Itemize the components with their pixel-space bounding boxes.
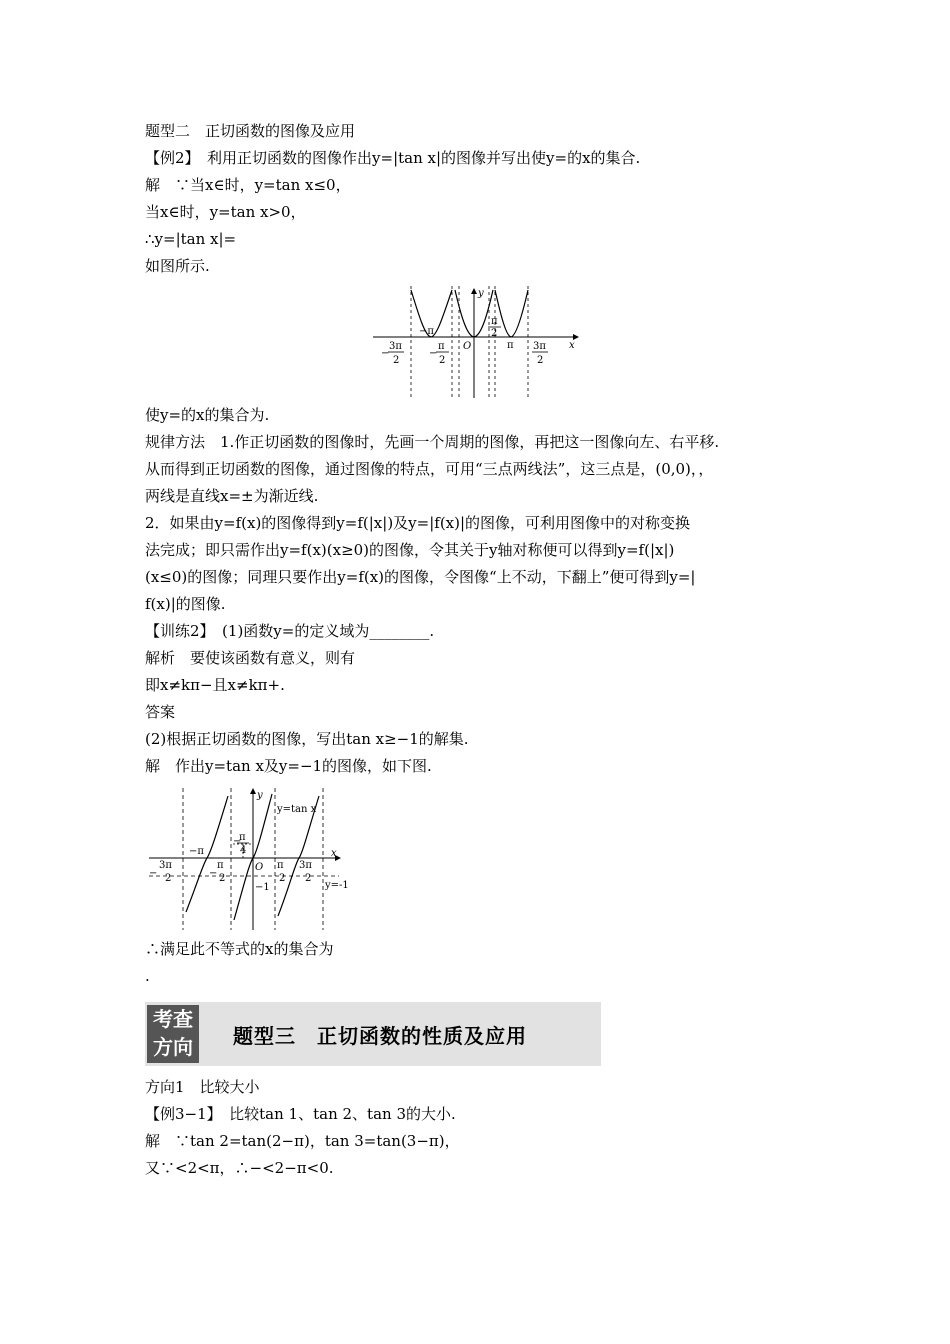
solution-line: 解 ∵当x∈时，y=tan x≤0， bbox=[145, 176, 351, 194]
answer-line: 答案 bbox=[145, 703, 176, 721]
neg3pi2-num: 3π bbox=[159, 860, 172, 871]
analysis-line: 解析 要使该函数有意义，则有 bbox=[145, 649, 356, 667]
neg3-num-label: 3π bbox=[389, 341, 402, 352]
section-banner bbox=[145, 1002, 601, 1066]
neg-pi-label: −π bbox=[419, 326, 434, 337]
method-line: 法完成；即只需作出y=f(x)(x≥0)的图像，令其关于y轴对称便可以得到y=f(|x|) bbox=[145, 541, 675, 559]
pi-num-label: π bbox=[491, 316, 498, 327]
solution-line: 解 作出y=tan x及y=−1的图像，如下图. bbox=[145, 757, 432, 775]
curve-label: y=tan x bbox=[277, 804, 317, 815]
direction-heading: 方向1 比较大小 bbox=[145, 1078, 260, 1096]
pos3pi2-den: 2 bbox=[305, 873, 312, 884]
pi4-num: π bbox=[239, 832, 246, 843]
solution-line: ∴y=|tan x|= bbox=[145, 230, 237, 248]
negpi2-sign: − bbox=[209, 868, 218, 879]
neg-pi-label: −π bbox=[189, 846, 204, 857]
negpi2-num: π bbox=[217, 860, 224, 871]
body-line: 使y=的x的集合为. bbox=[145, 406, 270, 424]
section-heading: 题型二 正切函数的图像及应用 bbox=[145, 122, 356, 140]
neg3pi2-sign: − bbox=[149, 868, 158, 879]
neg-one-label: −1 bbox=[255, 882, 270, 893]
conclusion-line: . bbox=[145, 967, 150, 985]
pi4-den: 4 bbox=[240, 845, 247, 856]
pos3-den-label: 2 bbox=[537, 355, 544, 366]
pi-label: π bbox=[507, 340, 514, 351]
line-label: y=-1 bbox=[325, 880, 349, 891]
neg-pi4-sign: − bbox=[233, 836, 242, 847]
pos3-num-label: 3π bbox=[533, 341, 546, 352]
method-line: (x≤0)的图像；同理只要作出y=f(x)的图像，令图像“上不动，下翻上”便可得到y=| bbox=[145, 568, 696, 586]
abs-tan-graph bbox=[373, 286, 583, 398]
solution-line: 解 ∵tan 2=tan(2−π)，tan 3=tan(3−π)， bbox=[145, 1132, 460, 1150]
example-3-1-prompt: 【例3−1】 比较tan 1、tan 2、tan 3的大小. bbox=[145, 1105, 456, 1123]
neg3pi2-den: 2 bbox=[165, 873, 172, 884]
example-2-prompt: 【例2】 利用正切函数的图像作出y=|tan x|的图像并写出使y=的x的集合. bbox=[145, 149, 641, 167]
y-label: y bbox=[257, 790, 263, 801]
conclusion-line: ∴满足此不等式的x的集合为 bbox=[145, 940, 334, 958]
den-label: 2 bbox=[491, 328, 498, 339]
curve-branch bbox=[495, 290, 528, 337]
minus-label: − bbox=[429, 348, 438, 359]
x-label: x bbox=[331, 848, 337, 859]
solution-line: 如图所示. bbox=[145, 257, 210, 275]
y-label: y bbox=[478, 288, 484, 299]
banner-tag bbox=[147, 1005, 199, 1063]
origin-label: O bbox=[463, 341, 472, 352]
x-label: x bbox=[569, 340, 575, 351]
origin-label: O bbox=[255, 862, 264, 873]
method-line: f(x)|的图像. bbox=[145, 595, 226, 613]
y-axis-arrow bbox=[250, 788, 256, 794]
minus-label: − bbox=[381, 348, 390, 359]
method-line: 规律方法 1.作正切函数的图像时，先画一个周期的图像，再把这一图像向左、右平移. bbox=[145, 433, 720, 451]
neg3-den-label: 2 bbox=[393, 355, 400, 366]
method-line: 2．如果由y=f(x)的图像得到y=f(|x|)及y=|f(x)|的图像，可利用图像中的对称变换 bbox=[145, 514, 691, 532]
method-line: 两线是直线x=±为渐近线. bbox=[145, 487, 319, 505]
banner-tag-top: 考查 bbox=[153, 1007, 193, 1031]
pi2-den: 2 bbox=[279, 873, 286, 884]
y-axis-arrow bbox=[471, 288, 477, 294]
pi2-num: π bbox=[277, 860, 284, 871]
pos3pi2-num: 3π bbox=[299, 860, 312, 871]
neg-half-den-label: 2 bbox=[439, 355, 446, 366]
question-line: (2)根据正切函数的图像，写出tan x≥−1的解集. bbox=[145, 730, 469, 748]
solution-line: 当x∈时，y=tan x>0， bbox=[145, 203, 306, 221]
solution-line: 又∵<2<π，∴−<2−π<0. bbox=[145, 1159, 334, 1177]
neg-half-num-label: π bbox=[438, 341, 445, 352]
banner-tag-bottom: 方向 bbox=[153, 1035, 193, 1059]
negpi2-den: 2 bbox=[219, 873, 226, 884]
document-page bbox=[145, 118, 815, 1182]
tan-graph bbox=[149, 784, 349, 930]
method-line: 从而得到正切函数的图像，通过图像的特点，可用“三点两线法”，这三点是，(0,0)，， bbox=[145, 460, 714, 478]
banner-title: 题型三 正切函数的性质及应用 bbox=[233, 1024, 527, 1048]
analysis-line: 即x≠kπ−且x≠kπ+. bbox=[145, 676, 285, 694]
exercise-2-prompt: 【训练2】 (1)函数y=的定义域为________. bbox=[145, 622, 435, 640]
